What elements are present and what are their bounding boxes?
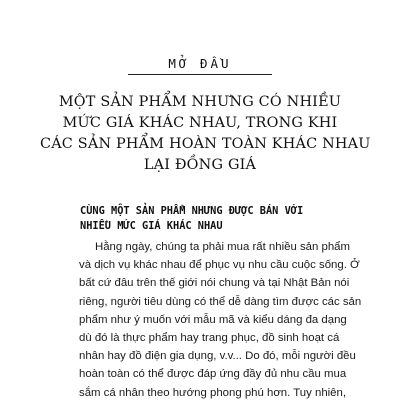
section-heading	[80, 204, 364, 234]
body-line: và dịch vụ khác nhau để phục vụ nhu cầu cuộc sống. Ở	[79, 259, 360, 272]
section-heading-line: CÙNG MỘT SẢN PHẨM NHƯNG ĐƯỢC BÁN VỚI	[80, 205, 304, 217]
chapter-title-line: MỘT SẢN PHẨM NHƯNG CÓ NHIỀU	[58, 94, 342, 110]
heading-divider	[128, 74, 272, 75]
body-line: Hằng ngày, chúng ta phải mua rất nhiều sản phẩm	[95, 241, 350, 253]
body-paragraph	[79, 238, 362, 400]
body-line: sắm cá nhân theo hướng phong phú hơn. Tuy nhiên,	[79, 386, 347, 399]
body-line: bất cứ đâu trên thế giới nói chung và tại Nhật Bản nói	[79, 277, 350, 290]
body-line: phẩm như ý muốn với mẫu mã và kiểu dáng đa dạng	[79, 313, 347, 326]
body-line: hoàn toàn có thể được đáp ứng đầy đủ nhu cầu mua	[79, 368, 347, 381]
chapter-title-line: LẠI ĐỒNG GIÁ	[143, 157, 257, 173]
body-line: dù đó là thực phẩm hay trang phục, đồ sinh hoạt cá	[79, 332, 340, 345]
part-heading: MỞ ĐẦU	[168, 56, 232, 71]
body-line: nhân hay đồ điện gia dụng, v.v... Do đó, mỗi người đều	[79, 350, 356, 363]
chapter-title-line: MỨC GIÁ KHÁC NHAU, TRONG KHI	[62, 115, 338, 131]
body-line: riêng, người tiêu dùng có thể dễ dàng tìm được các sản	[79, 295, 362, 308]
section-heading-line: NHIỀU MỨC GIÁ KHÁC NHAU	[80, 220, 223, 232]
chapter-title-line: CÁC SẢN PHẨM HOÀN TOÀN KHÁC NHAU	[40, 136, 371, 152]
chapter-title	[40, 92, 371, 176]
